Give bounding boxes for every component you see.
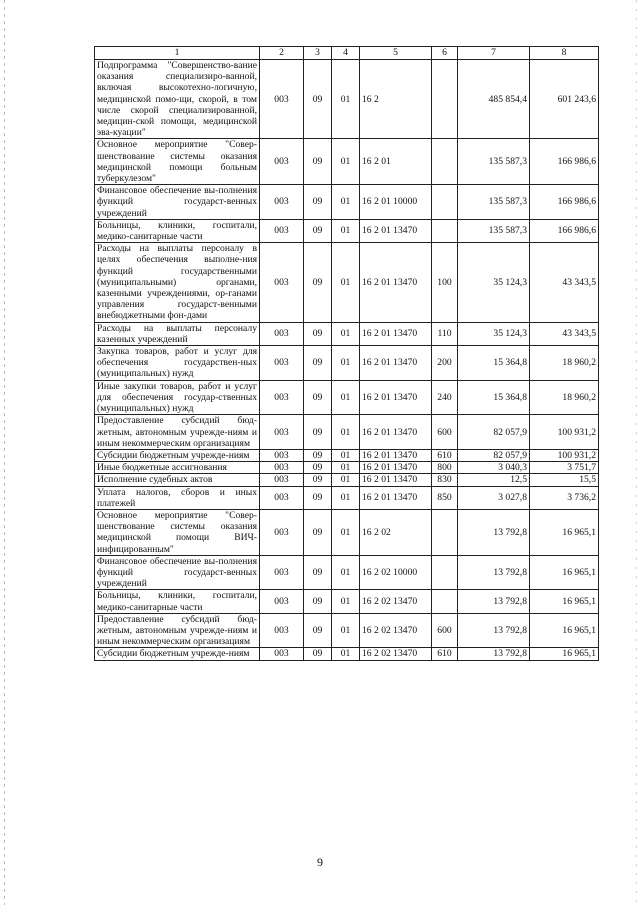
row-name-cell: Финансовое обеспечение вы-полнения функций государст-венных учреждений bbox=[95, 185, 260, 220]
amount-col8-cell: 43 343,5 bbox=[530, 322, 599, 345]
amount-col7-cell: 13 792,8 bbox=[458, 590, 530, 613]
subsection-cell: 01 bbox=[332, 509, 360, 555]
section-cell: 09 bbox=[304, 346, 332, 381]
target-article-cell: 16 2 01 13470 bbox=[360, 449, 432, 461]
subsection-cell: 01 bbox=[332, 555, 360, 590]
section-cell: 09 bbox=[304, 243, 332, 322]
row-name-cell: Закупка товаров, работ и услуг для обеспечения государствен-ных (муниципальных) нужд bbox=[95, 346, 260, 381]
subsection-cell: 01 bbox=[332, 139, 360, 185]
target-article-cell: 16 2 02 13470 bbox=[360, 648, 432, 660]
expense-type-cell bbox=[432, 509, 458, 555]
expense-type-cell bbox=[432, 139, 458, 185]
section-cell: 09 bbox=[304, 486, 332, 509]
table-row bbox=[95, 243, 599, 322]
expense-type-cell bbox=[432, 185, 458, 220]
section-cell: 09 bbox=[304, 555, 332, 590]
section-cell: 09 bbox=[304, 219, 332, 242]
table-row bbox=[95, 415, 599, 450]
admin-code-cell: 003 bbox=[260, 346, 304, 381]
section-cell: 09 bbox=[304, 185, 332, 220]
subsection-cell: 01 bbox=[332, 648, 360, 660]
expense-type-cell bbox=[432, 590, 458, 613]
amount-col8-cell: 100 931,2 bbox=[530, 449, 599, 461]
table-row bbox=[95, 613, 599, 648]
target-article-cell: 16 2 01 13470 bbox=[360, 474, 432, 486]
amount-col7-cell: 15 364,8 bbox=[458, 380, 530, 415]
table-row bbox=[95, 380, 599, 415]
amount-col8-cell: 166 986,6 bbox=[530, 185, 599, 220]
header-cell: 4 bbox=[332, 47, 360, 60]
table-row bbox=[95, 648, 599, 660]
table-row bbox=[95, 449, 599, 461]
page-edge-left bbox=[4, 0, 5, 905]
row-name-cell: Уплата налогов, сборов и иных платежей bbox=[95, 486, 260, 509]
table-row bbox=[95, 185, 599, 220]
expense-type-cell: 800 bbox=[432, 462, 458, 474]
target-article-cell: 16 2 01 13470 bbox=[360, 322, 432, 345]
amount-col8-cell: 16 965,1 bbox=[530, 590, 599, 613]
admin-code-cell: 003 bbox=[260, 243, 304, 322]
amount-col7-cell: 82 057,9 bbox=[458, 449, 530, 461]
page-edge-right bbox=[636, 0, 637, 905]
subsection-cell: 01 bbox=[332, 613, 360, 648]
amount-col7-cell: 13 792,8 bbox=[458, 509, 530, 555]
amount-col7-cell: 3 040,3 bbox=[458, 462, 530, 474]
subsection-cell: 01 bbox=[332, 486, 360, 509]
amount-col7-cell: 13 792,8 bbox=[458, 613, 530, 648]
admin-code-cell: 003 bbox=[260, 380, 304, 415]
expense-type-cell bbox=[432, 555, 458, 590]
header-cell: 5 bbox=[360, 47, 432, 60]
row-name-cell: Больницы, клиники, госпитали, медико-санитарные части bbox=[95, 590, 260, 613]
admin-code-cell: 003 bbox=[260, 486, 304, 509]
budget-table bbox=[94, 46, 599, 661]
table-row bbox=[95, 509, 599, 555]
amount-col7-cell: 485 854,4 bbox=[458, 60, 530, 139]
target-article-cell: 16 2 01 13470 bbox=[360, 243, 432, 322]
amount-col8-cell: 16 965,1 bbox=[530, 509, 599, 555]
target-article-cell: 16 2 02 bbox=[360, 509, 432, 555]
expense-type-cell: 100 bbox=[432, 243, 458, 322]
header-cell: 3 bbox=[304, 47, 332, 60]
amount-col8-cell: 43 343,5 bbox=[530, 243, 599, 322]
target-article-cell: 16 2 01 13470 bbox=[360, 380, 432, 415]
amount-col7-cell: 3 027,8 bbox=[458, 486, 530, 509]
subsection-cell: 01 bbox=[332, 474, 360, 486]
admin-code-cell: 003 bbox=[260, 509, 304, 555]
table-row bbox=[95, 590, 599, 613]
row-name-cell: Расходы на выплаты персоналу казенных учреждений bbox=[95, 322, 260, 345]
target-article-cell: 16 2 01 13470 bbox=[360, 415, 432, 450]
header-cell: 1 bbox=[95, 47, 260, 60]
table-row bbox=[95, 555, 599, 590]
target-article-cell: 16 2 01 13470 bbox=[360, 346, 432, 381]
section-cell: 09 bbox=[304, 613, 332, 648]
target-article-cell: 16 2 01 bbox=[360, 139, 432, 185]
table-row bbox=[95, 474, 599, 486]
admin-code-cell: 003 bbox=[260, 555, 304, 590]
table-row bbox=[95, 486, 599, 509]
amount-col8-cell: 166 986,6 bbox=[530, 139, 599, 185]
admin-code-cell: 003 bbox=[260, 648, 304, 660]
row-name-cell: Субсидии бюджетным учрежде-ниям bbox=[95, 449, 260, 461]
subsection-cell: 01 bbox=[332, 415, 360, 450]
amount-col8-cell: 16 965,1 bbox=[530, 613, 599, 648]
admin-code-cell: 003 bbox=[260, 415, 304, 450]
subsection-cell: 01 bbox=[332, 219, 360, 242]
amount-col8-cell: 15,5 bbox=[530, 474, 599, 486]
admin-code-cell: 003 bbox=[260, 474, 304, 486]
expense-type-cell bbox=[432, 219, 458, 242]
row-name-cell: Предоставление субсидий бюд-жетным, автономным учрежде-ниям и иным некоммерческим организациям bbox=[95, 415, 260, 450]
section-cell: 09 bbox=[304, 415, 332, 450]
table-row bbox=[95, 219, 599, 242]
expense-type-cell: 110 bbox=[432, 322, 458, 345]
section-cell: 09 bbox=[304, 139, 332, 185]
target-article-cell: 16 2 02 13470 bbox=[360, 590, 432, 613]
expense-type-cell bbox=[432, 60, 458, 139]
subsection-cell: 01 bbox=[332, 346, 360, 381]
amount-col7-cell: 12,5 bbox=[458, 474, 530, 486]
amount-col7-cell: 135 587,3 bbox=[458, 185, 530, 220]
section-cell: 09 bbox=[304, 648, 332, 660]
section-cell: 09 bbox=[304, 474, 332, 486]
header-row bbox=[95, 47, 599, 60]
row-name-cell: Основное мероприятие "Совер-шенствование системы оказания медицинской помощи больным туберкулезом" bbox=[95, 139, 260, 185]
target-article-cell: 16 2 02 10000 bbox=[360, 555, 432, 590]
amount-col7-cell: 13 792,8 bbox=[458, 555, 530, 590]
target-article-cell: 16 2 01 13470 bbox=[360, 462, 432, 474]
header-cell: 8 bbox=[530, 47, 599, 60]
section-cell: 09 bbox=[304, 449, 332, 461]
amount-col8-cell: 166 986,6 bbox=[530, 219, 599, 242]
page-number: 9 bbox=[317, 855, 323, 869]
admin-code-cell: 003 bbox=[260, 590, 304, 613]
row-name-cell: Финансовое обеспечение вы-полнения функций государст-венных учреждений bbox=[95, 555, 260, 590]
amount-col8-cell: 16 965,1 bbox=[530, 555, 599, 590]
subsection-cell: 01 bbox=[332, 462, 360, 474]
table-row bbox=[95, 139, 599, 185]
target-article-cell: 16 2 01 10000 bbox=[360, 185, 432, 220]
target-article-cell: 16 2 bbox=[360, 60, 432, 139]
subsection-cell: 01 bbox=[332, 380, 360, 415]
amount-col8-cell: 601 243,6 bbox=[530, 60, 599, 139]
subsection-cell: 01 bbox=[332, 185, 360, 220]
amount-col7-cell: 15 364,8 bbox=[458, 346, 530, 381]
target-article-cell: 16 2 02 13470 bbox=[360, 613, 432, 648]
expense-type-cell: 600 bbox=[432, 613, 458, 648]
subsection-cell: 01 bbox=[332, 243, 360, 322]
expense-type-cell: 610 bbox=[432, 648, 458, 660]
subsection-cell: 01 bbox=[332, 322, 360, 345]
amount-col7-cell: 135 587,3 bbox=[458, 219, 530, 242]
section-cell: 09 bbox=[304, 60, 332, 139]
amount-col8-cell: 16 965,1 bbox=[530, 648, 599, 660]
amount-col8-cell: 3 751,7 bbox=[530, 462, 599, 474]
expense-type-cell: 600 bbox=[432, 415, 458, 450]
row-name-cell: Расходы на выплаты персоналу в целях обеспечения выполне-ния функций государственными (муниципальными) органами, казенными учреждениями, ор-ганами управления государст-венными внебюджетными фон-дами bbox=[95, 243, 260, 322]
amount-col8-cell: 100 931,2 bbox=[530, 415, 599, 450]
row-name-cell: Подпрограмма "Совершенство-вание оказания специализиро-ванной, включая высокотехно-логичную, медицинской помо-щи, скорой, в том числе скорой специализированной, медицин-ской помощи, медицинской эва-куации" bbox=[95, 60, 260, 139]
row-name-cell: Больницы, клиники, госпитали, медико-санитарные части bbox=[95, 219, 260, 242]
table-row bbox=[95, 322, 599, 345]
table-row bbox=[95, 346, 599, 381]
expense-type-cell: 240 bbox=[432, 380, 458, 415]
admin-code-cell: 003 bbox=[260, 613, 304, 648]
amount-col8-cell: 18 960,2 bbox=[530, 346, 599, 381]
section-cell: 09 bbox=[304, 380, 332, 415]
row-name-cell: Предоставление субсидий бюд-жетным, автономным учрежде-ниям и иным некоммерческим организациям bbox=[95, 613, 260, 648]
expense-type-cell: 830 bbox=[432, 474, 458, 486]
subsection-cell: 01 bbox=[332, 449, 360, 461]
amount-col7-cell: 135 587,3 bbox=[458, 139, 530, 185]
header-cell: 6 bbox=[432, 47, 458, 60]
amount-col7-cell: 82 057,9 bbox=[458, 415, 530, 450]
admin-code-cell: 003 bbox=[260, 60, 304, 139]
admin-code-cell: 003 bbox=[260, 462, 304, 474]
section-cell: 09 bbox=[304, 462, 332, 474]
subsection-cell: 01 bbox=[332, 60, 360, 139]
section-cell: 09 bbox=[304, 590, 332, 613]
section-cell: 09 bbox=[304, 322, 332, 345]
admin-code-cell: 003 bbox=[260, 185, 304, 220]
table-row bbox=[95, 462, 599, 474]
amount-col7-cell: 35 124,3 bbox=[458, 322, 530, 345]
admin-code-cell: 003 bbox=[260, 219, 304, 242]
row-name-cell: Иные закупки товаров, работ и услуг для обеспечения государ-ственных (муниципальных) нужд bbox=[95, 380, 260, 415]
admin-code-cell: 003 bbox=[260, 449, 304, 461]
header-cell: 2 bbox=[260, 47, 304, 60]
table-body bbox=[95, 47, 599, 661]
row-name-cell: Субсидии бюджетным учрежде-ниям bbox=[95, 648, 260, 660]
amount-col8-cell: 3 736,2 bbox=[530, 486, 599, 509]
target-article-cell: 16 2 01 13470 bbox=[360, 219, 432, 242]
amount-col7-cell: 13 792,8 bbox=[458, 648, 530, 660]
row-name-cell: Иные бюджетные ассигнования bbox=[95, 462, 260, 474]
subsection-cell: 01 bbox=[332, 590, 360, 613]
admin-code-cell: 003 bbox=[260, 139, 304, 185]
row-name-cell: Основное мероприятие "Совер-шенствование системы оказания медицинской помощи ВИЧ-инфицированным" bbox=[95, 509, 260, 555]
admin-code-cell: 003 bbox=[260, 322, 304, 345]
section-cell: 09 bbox=[304, 509, 332, 555]
target-article-cell: 16 2 01 13470 bbox=[360, 486, 432, 509]
expense-type-cell: 200 bbox=[432, 346, 458, 381]
amount-col7-cell: 35 124,3 bbox=[458, 243, 530, 322]
expense-type-cell: 610 bbox=[432, 449, 458, 461]
row-name-cell: Исполнение судебных актов bbox=[95, 474, 260, 486]
amount-col8-cell: 18 960,2 bbox=[530, 380, 599, 415]
header-cell: 7 bbox=[458, 47, 530, 60]
table-row bbox=[95, 60, 599, 139]
expense-type-cell: 850 bbox=[432, 486, 458, 509]
